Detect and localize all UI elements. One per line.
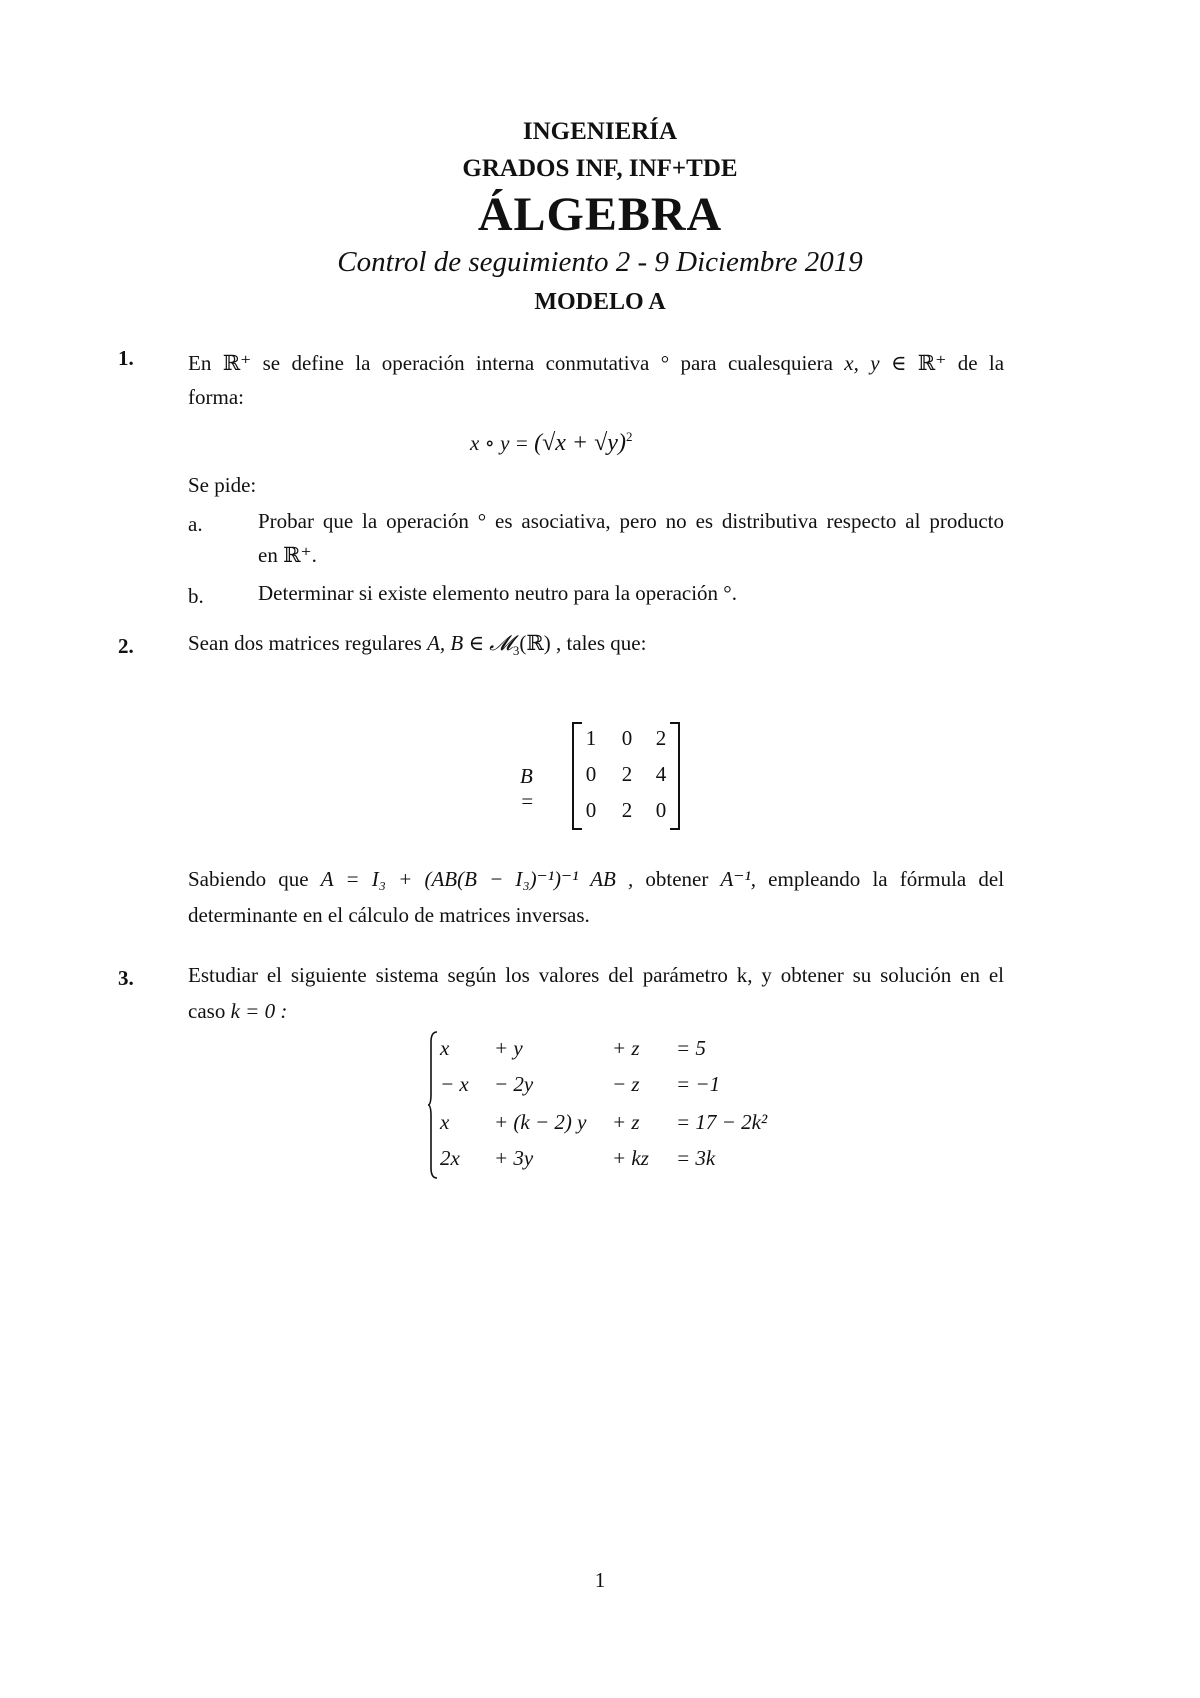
matrix-bracket-bottom-right — [670, 828, 680, 830]
q2-intro-math: A, B ∈ 𝓜 — [427, 631, 513, 655]
q1-a-label: a. — [188, 512, 203, 536]
matrix-cell: 0 — [655, 798, 667, 822]
question-2-intro — [188, 626, 646, 668]
system-cell: x — [440, 1110, 450, 1134]
question-3-number: 3. — [118, 966, 134, 990]
system-cell: = 5 — [676, 1036, 706, 1060]
q1-intro-c: de la — [957, 351, 1005, 375]
matrix-cell: 0 — [585, 762, 597, 786]
q2-intro-sub: 3 — [512, 643, 520, 658]
q1-reals-2: ℝ⁺ — [917, 351, 947, 375]
system-cell: + (k − 2) y — [494, 1110, 587, 1134]
system-cell: + z — [612, 1036, 640, 1060]
question-1-intro — [188, 346, 1004, 380]
question-2-number: 2. — [118, 634, 134, 658]
question-1-intro-2: forma: — [188, 385, 244, 409]
matrix-b-label: B = — [520, 764, 535, 813]
q1-formula-exponent: 2 — [625, 429, 633, 444]
matrix-cell: 2 — [621, 798, 633, 822]
q3-line2 — [188, 994, 287, 1028]
matrix-cell: 0 — [621, 726, 633, 750]
matrix-cell: 0 — [585, 798, 597, 822]
question-1-number: 1. — [118, 346, 134, 370]
exam-subtitle: Control de seguimiento 2 - 9 Diciembre 2019 — [337, 246, 863, 278]
institution-heading: INGENIERÍA — [522, 118, 678, 145]
q3-line2-math: k = 0 : — [230, 999, 288, 1023]
q2-intro-text: Sean dos matrices regulares — [188, 631, 422, 655]
matrix-b-body — [572, 722, 680, 830]
system-cell: − 2y — [494, 1072, 534, 1096]
matrix-cell: 2 — [621, 762, 633, 786]
q2-statement-line2: determinante en el cálculo de matrices inversas. — [188, 903, 590, 927]
system-cell: x — [440, 1036, 450, 1060]
q1-reals: ℝ⁺ — [222, 351, 252, 375]
system-cell: = 17 − 2k² — [676, 1110, 768, 1134]
system-cell: + 3y — [494, 1146, 534, 1170]
q1-formula-rhs: (√x + √y) — [534, 430, 626, 456]
q3-line2-text: caso — [188, 999, 226, 1023]
q1-formula-lhs: x ∘ y = — [470, 431, 529, 455]
q1-formula — [470, 420, 632, 460]
q2-line1-c: empleando la fórmula del — [768, 867, 1005, 891]
q1-b-label: b. — [188, 584, 204, 608]
q2-statement-line1 — [188, 862, 1004, 896]
matrix-bracket-top-right — [670, 722, 680, 724]
exam-model: MODELO A — [534, 289, 666, 315]
matrix-cell: 2 — [655, 726, 667, 750]
matrix-cell: 4 — [655, 762, 667, 786]
q2-line1-inverse: A⁻¹, — [720, 867, 757, 891]
q1-b-text: Determinar si existe elemento neutro para la operación °. — [258, 581, 737, 605]
system-cell: 2x — [440, 1146, 460, 1170]
degree-heading: GRADOS INF, INF+TDE — [462, 155, 738, 182]
q1-a-text — [258, 504, 1004, 572]
page-title: ÁLGEBRA — [477, 188, 723, 241]
system-cell: + y — [494, 1036, 523, 1060]
system-cell: = −1 — [676, 1072, 721, 1096]
q3-line1: Estudiar el siguiente sistema según los valores del parámetro k, y obtener su solución en el — [188, 963, 1004, 987]
page-number: 1 — [594, 1568, 606, 1592]
q1-se-pide: Se pide: — [188, 473, 257, 497]
system-cell: − z — [612, 1072, 640, 1096]
q2-intro-tail: (ℝ) , tales que: — [519, 631, 647, 655]
q2-line1-math: A = I₃ + (AB(B − I₃)⁻¹)⁻¹ AB , — [320, 867, 634, 891]
system-brace — [428, 1030, 438, 1180]
q1-a-line1: Probar que la operación ° es asociativa, pero no es distributiva respecto al producto — [258, 509, 1004, 533]
q1-intro-b: se define la operación interna conmutativa ° para cualesquiera — [262, 351, 833, 375]
q1-intro-a: En — [188, 351, 212, 375]
q2-line1-b: obtener — [645, 867, 709, 891]
system-cell: + kz — [612, 1146, 649, 1170]
q1-a-line2: en ℝ⁺. — [258, 543, 317, 567]
q2-line1-a: Sabiendo que — [188, 867, 309, 891]
matrix-cell: 1 — [585, 726, 597, 750]
q1-vars: x, y ∈ — [844, 351, 907, 375]
equation-system — [428, 1030, 788, 1180]
system-cell: = 3k — [676, 1146, 716, 1170]
system-cell: + z — [612, 1110, 640, 1134]
system-cell: − x — [440, 1072, 469, 1096]
